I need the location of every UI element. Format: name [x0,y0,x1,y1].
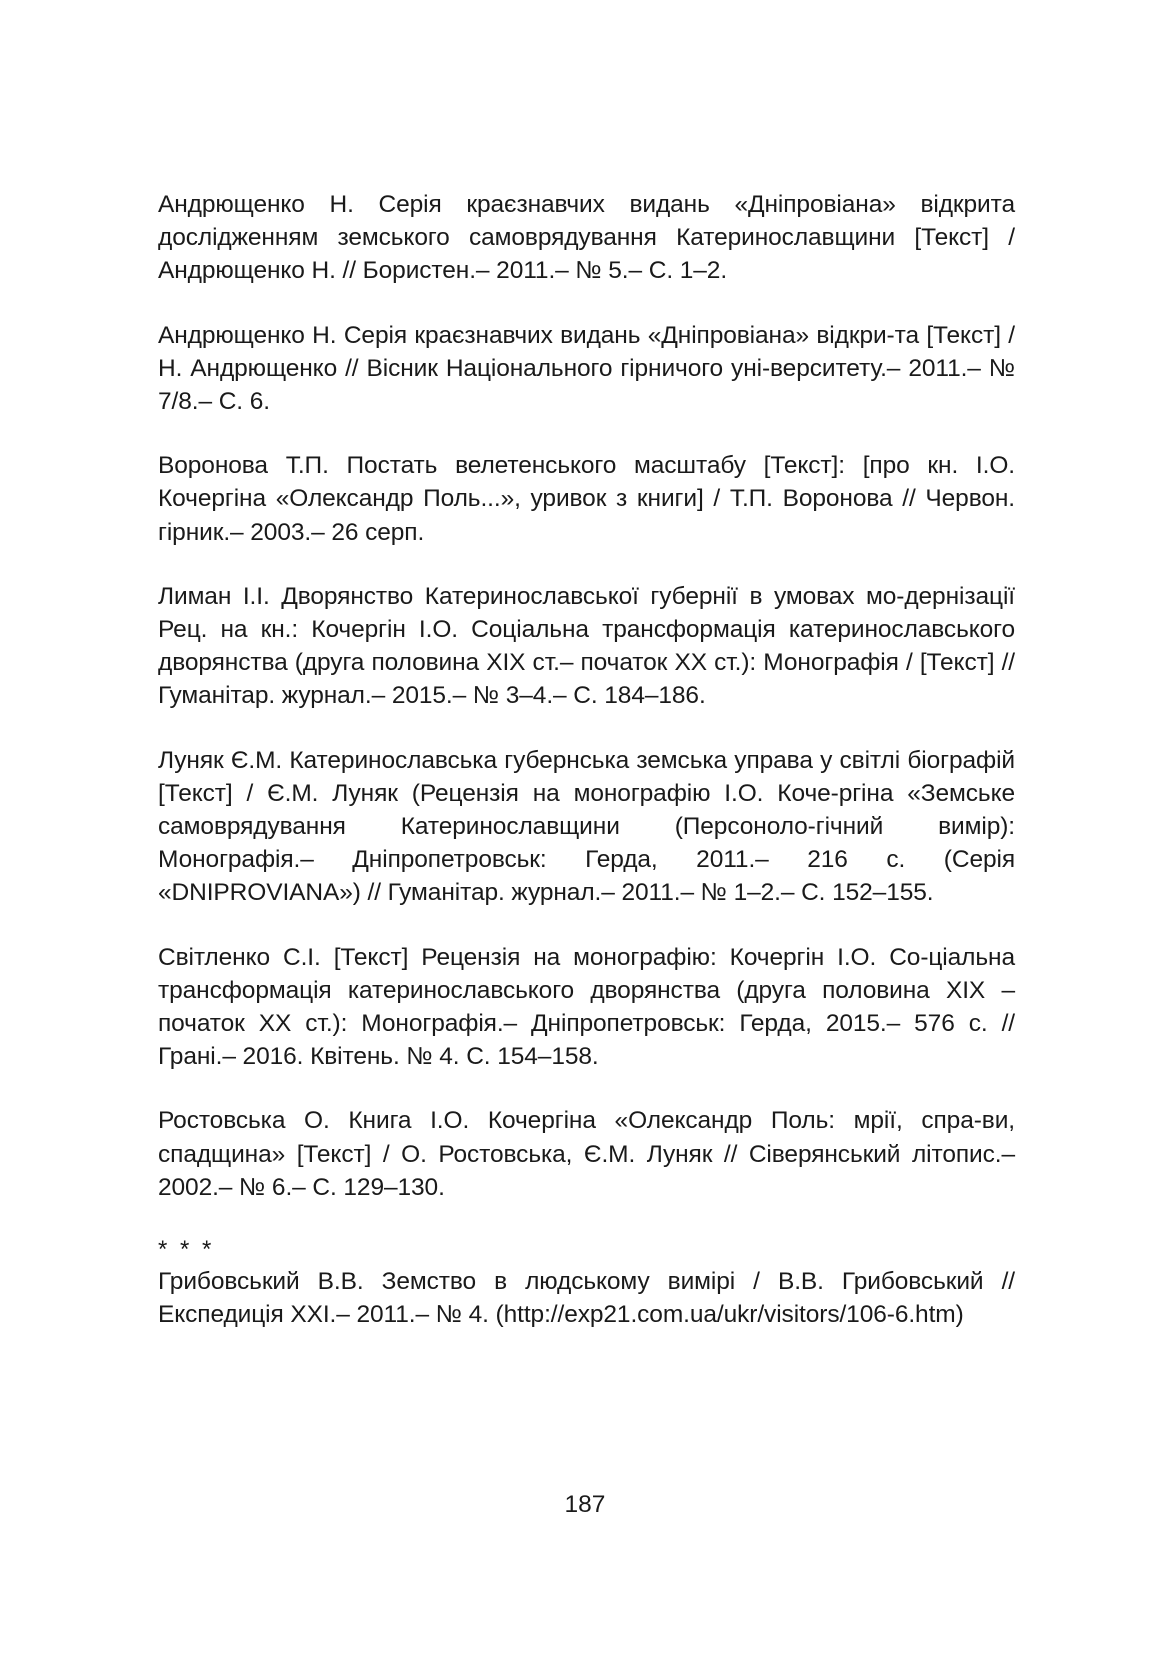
bibliography-entry: Лиман І.І. Дворянство Катеринославської губернії в умовах мо-дернізації Рец. на кн.: Кочергін І.О. Соціальна трансформація катеринославського дворянства (друга половина XIX ст.– початок XX ст.): Монографія / [Текст] // Гуманітар. журнал.– 2015.– № 3–4.– С. 184–186. [158,582,1015,710]
bibliography-entry: Ростовська О. Книга І.О. Кочергіна «Олександр Поль: мрії, спра-ви, спадщина» [Текст] / О. Ростовська, Є.М. Луняк // Сіверянський літопис.– 2002.– № 6.– С. 129–130. [158,1107,1015,1201]
bibliography-entry: Воронова Т.П. Постать велетенського масштабу [Текст]: [про кн. І.О. Кочергіна «Олександр Поль...», уривок з книги] / Т.П. Воронова // Червон. гірник.– 2003.– 26 серп. [158,452,1015,546]
page-number: 187 [564,1491,606,1518]
bibliography-entry: Світленко С.І. [Текст] Рецензія на монографію: Кочергін І.О. Со-ціальна трансформація катеринославського дворянства (друга половина XIX – початок XX ст.): Монографія.– Дніпропетровськ: Герда, 2015.– 576 с. // Грані.– 2016. Квітень. № 4. С. 154–158. [158,943,1015,1071]
bibliography-list [158,188,1015,1362]
bibliography-entry: Луняк Є.М. Катеринославська губернська земська управа у світлі біографій [Текст] / Є.М. Луняк (Рецензія на монографію І.О. Коче-ргіна «Земське самоврядування Катеринославщини (Персоноло-гічний вимір): Монографія.– Дніпропетровськ: Герда, 2011.– 216 с. (Серія «DNIPROVIANA») // Гуманітар. журнал.– 2011.– № 1–2.– С. 152–155. [158,746,1015,907]
bibliography-entry: Андрющенко Н. Серія краєзнавчих видань «Дніпровіана» відкрита дослідженням земського самоврядування Катеринославщини [Текст] / Андрющенко Н. // Бористен.– 2011.– № 5.– С. 1–2. [158,191,1015,285]
bibliography-entry: Андрющенко Н. Серія краєзнавчих видань «Дніпровіана» відкри-та [Текст] / Н. Андрющенко // Вісник Національного гірничого уні-верситету.– 2011.– № 7/8.– С. 6. [158,321,1015,416]
section-separator: * * * [158,1236,215,1264]
bibliography-entry: Грибовський В.В. Земство в людському вимірі / В.В. Грибовський // Експедиція XXI.– 2011.– № 4. (http://exp21.com.ua/ukr/visitors/106-6.htm) [158,1268,1015,1329]
